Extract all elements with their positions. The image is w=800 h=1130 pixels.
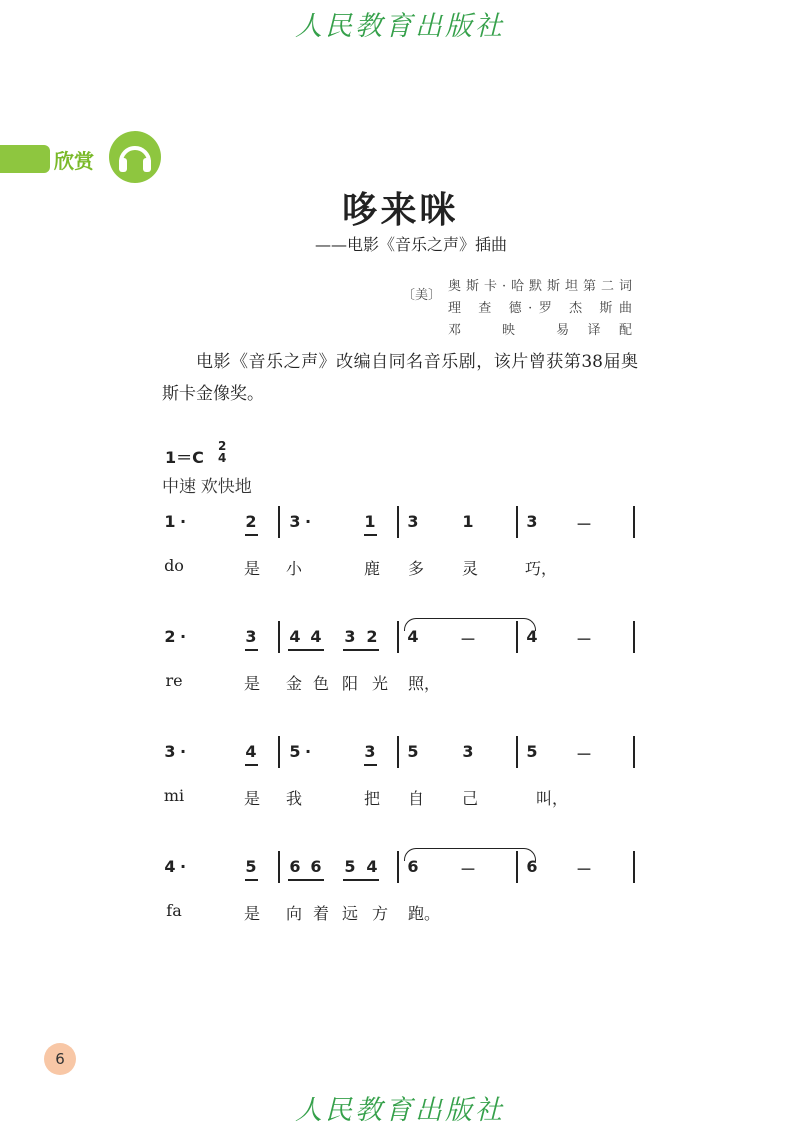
lyric: 跑。 bbox=[408, 904, 441, 923]
headphones-icon bbox=[108, 130, 162, 184]
barline bbox=[516, 736, 518, 768]
lyric: 叫， bbox=[536, 789, 569, 808]
note: 1 bbox=[364, 512, 376, 531]
publisher-logo-bottom: 人民教育出版社 bbox=[295, 1095, 505, 1126]
underline bbox=[343, 649, 379, 651]
underline bbox=[245, 649, 258, 651]
barline bbox=[397, 621, 399, 653]
barline bbox=[397, 851, 399, 883]
barline bbox=[633, 851, 635, 883]
time-sig-bottom: 4 bbox=[218, 451, 227, 465]
lyric: 向 bbox=[285, 904, 302, 923]
barline bbox=[397, 506, 399, 538]
lyric: 光 bbox=[371, 674, 388, 693]
note: 4 bbox=[366, 857, 378, 876]
note: 5 bbox=[344, 857, 356, 876]
note: 3 bbox=[344, 627, 356, 646]
note: 5 bbox=[407, 742, 419, 761]
note: 4 bbox=[245, 742, 257, 761]
note: 3 bbox=[164, 742, 176, 761]
note: 2 bbox=[245, 512, 257, 531]
lyric: fa bbox=[166, 901, 182, 920]
note: 5 bbox=[289, 742, 301, 761]
credit-translator: 邓 映 易译配 bbox=[448, 323, 632, 338]
underline bbox=[245, 534, 258, 536]
barline bbox=[278, 851, 280, 883]
barline bbox=[633, 506, 635, 538]
underline bbox=[364, 764, 377, 766]
tempo-marking: 中速 欢快地 bbox=[162, 477, 252, 496]
note-dot: · bbox=[179, 512, 187, 531]
note: 6 bbox=[526, 857, 538, 876]
barline bbox=[278, 506, 280, 538]
barline bbox=[397, 736, 399, 768]
note: 3 bbox=[245, 627, 257, 646]
note: 1 bbox=[164, 512, 176, 531]
barline bbox=[278, 621, 280, 653]
credit-composer: 理 查 德·罗 杰 斯曲 bbox=[448, 301, 632, 316]
barline bbox=[516, 506, 518, 538]
note: 4 bbox=[164, 857, 176, 876]
lyric: 方 bbox=[371, 904, 388, 923]
intro-paragraph: 电影《音乐之声》改编自同名音乐剧，该片曾获第38届奥斯卡金像奖。 bbox=[162, 352, 638, 404]
section-tab-bar bbox=[0, 145, 50, 173]
lyric: 鹿 bbox=[363, 559, 380, 578]
note-dot: · bbox=[304, 742, 312, 761]
note: 3 bbox=[462, 742, 474, 761]
note-dash: － bbox=[576, 745, 593, 764]
barline bbox=[516, 851, 518, 883]
lyric: 阳 bbox=[341, 674, 358, 693]
barline bbox=[516, 621, 518, 653]
lyric: 是 bbox=[243, 559, 260, 578]
time-sig-top: 2 bbox=[218, 439, 227, 453]
lyric: 是 bbox=[243, 674, 260, 693]
note: 3 bbox=[364, 742, 376, 761]
lyric: re bbox=[165, 671, 183, 690]
note: 6 bbox=[310, 857, 322, 876]
note: 2 bbox=[164, 627, 176, 646]
note-dash: － bbox=[576, 860, 593, 879]
lyric: 金 bbox=[285, 674, 302, 693]
lyric: 多 bbox=[407, 559, 424, 578]
lyric: 是 bbox=[243, 789, 260, 808]
song-title: 哆来咪 bbox=[341, 189, 459, 231]
lyric: 巧， bbox=[525, 559, 558, 578]
note: 3 bbox=[289, 512, 301, 531]
underline bbox=[288, 649, 324, 651]
underline bbox=[364, 534, 377, 536]
note: 4 bbox=[289, 627, 301, 646]
credit-lyricist: 奥斯卡·哈默斯坦第二词 bbox=[448, 279, 632, 294]
lyric: do bbox=[164, 556, 184, 575]
lyric: 色 bbox=[312, 674, 329, 693]
song-subtitle: ——电影《音乐之声》插曲 bbox=[314, 235, 507, 254]
lyric: 照， bbox=[408, 674, 441, 693]
underline bbox=[288, 879, 324, 881]
note: 2 bbox=[366, 627, 378, 646]
lyric: mi bbox=[163, 786, 185, 805]
lyric: 着 bbox=[312, 904, 329, 923]
lyric: 自 bbox=[407, 789, 424, 808]
note-dot: · bbox=[179, 742, 187, 761]
lyric: 小 bbox=[285, 559, 302, 578]
key-signature: 1＝C bbox=[165, 448, 204, 467]
note: 4 bbox=[407, 627, 419, 646]
section-label: 欣赏 bbox=[54, 149, 94, 173]
lyric: 是 bbox=[243, 904, 260, 923]
note-dash: － bbox=[460, 860, 477, 879]
note-dash: － bbox=[576, 515, 593, 534]
lyric: 远 bbox=[341, 904, 358, 923]
publisher-logo-top: 人民教育出版社 bbox=[295, 11, 505, 42]
lyric: 把 bbox=[363, 789, 380, 808]
note-dot: · bbox=[179, 857, 187, 876]
lyric: 我 bbox=[285, 789, 302, 808]
underline bbox=[343, 879, 379, 881]
note: 4 bbox=[526, 627, 538, 646]
note: 5 bbox=[526, 742, 538, 761]
country-tag: 〔美〕 bbox=[402, 288, 442, 303]
barline bbox=[633, 621, 635, 653]
underline bbox=[245, 879, 258, 881]
lyric: 己 bbox=[461, 789, 478, 808]
note-dot: · bbox=[179, 627, 187, 646]
barline bbox=[633, 736, 635, 768]
barline bbox=[278, 736, 280, 768]
time-signature bbox=[218, 440, 226, 464]
note-dash: － bbox=[460, 630, 477, 649]
note: 6 bbox=[407, 857, 419, 876]
lyric: 灵 bbox=[461, 559, 478, 578]
note-dot: · bbox=[304, 512, 312, 531]
note: 6 bbox=[289, 857, 301, 876]
note: 3 bbox=[526, 512, 538, 531]
note-dash: － bbox=[576, 630, 593, 649]
note: 3 bbox=[407, 512, 419, 531]
note: 1 bbox=[462, 512, 474, 531]
page-number: 6 bbox=[44, 1043, 76, 1075]
underline bbox=[245, 764, 258, 766]
note: 5 bbox=[245, 857, 257, 876]
note: 4 bbox=[310, 627, 322, 646]
